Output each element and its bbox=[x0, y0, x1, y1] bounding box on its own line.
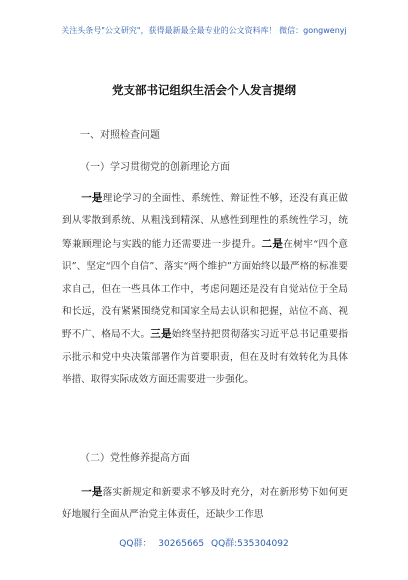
point-text: 理论学习的全面性、系统性、辩证性不够，还没有真正做到从零散到系统、从粗浅到精深、从感性到理性的系统性学习，统筹兼顾理论与实践的能力还需要进一步提升。 bbox=[62, 193, 349, 250]
point-lead: 一是 bbox=[81, 486, 103, 498]
point-lead: 一是 bbox=[81, 192, 103, 204]
subsection-heading-party-spirit: （二）党性修养提高方面 bbox=[80, 453, 190, 464]
point-text: 始终坚持把贯彻落实习近平总书记重要指示批示和党中央决策部署作为首要职责，但在及时有效转化为具体举措、取得实际成效方面还需要进一步强化。 bbox=[62, 329, 349, 386]
point-lead: 三是 bbox=[150, 328, 172, 341]
subsection-heading-theory: （一）学习贯彻党的创新理论方面 bbox=[80, 162, 230, 173]
footer-qq-groups: QQ群： 30265665 QQ群:535304092 bbox=[119, 539, 289, 549]
paragraph-party-spirit bbox=[62, 481, 348, 527]
header-promo-note: 关注头条号"公文研究"，获得最新最全最专业的公文资料库！ 微信：gongwenyj bbox=[61, 26, 347, 35]
section-heading: 一、对照检查问题 bbox=[80, 130, 160, 141]
point-lead: 二是 bbox=[261, 237, 284, 250]
point-text: 落实新规定和新要求不够及时充分，对在新形势下如何更好地履行全面从严治党主体责任，还缺少工作思 bbox=[62, 487, 349, 521]
point-text: 在树牢“四个意识”、坚定“四个自信”、落实“两个维护”方面始终以最严格的标准要求自己，但在一些具体工作中，考虑问题还是没有自觉站位于全局和长远，没有紧紧围绕党和国家全局去认识和把握，站位不高、视野不广、格局不大。 bbox=[62, 238, 349, 341]
document-title: 党支部书记组织生活会个人发言提纲 bbox=[112, 83, 296, 97]
paragraph-theory bbox=[62, 187, 348, 392]
